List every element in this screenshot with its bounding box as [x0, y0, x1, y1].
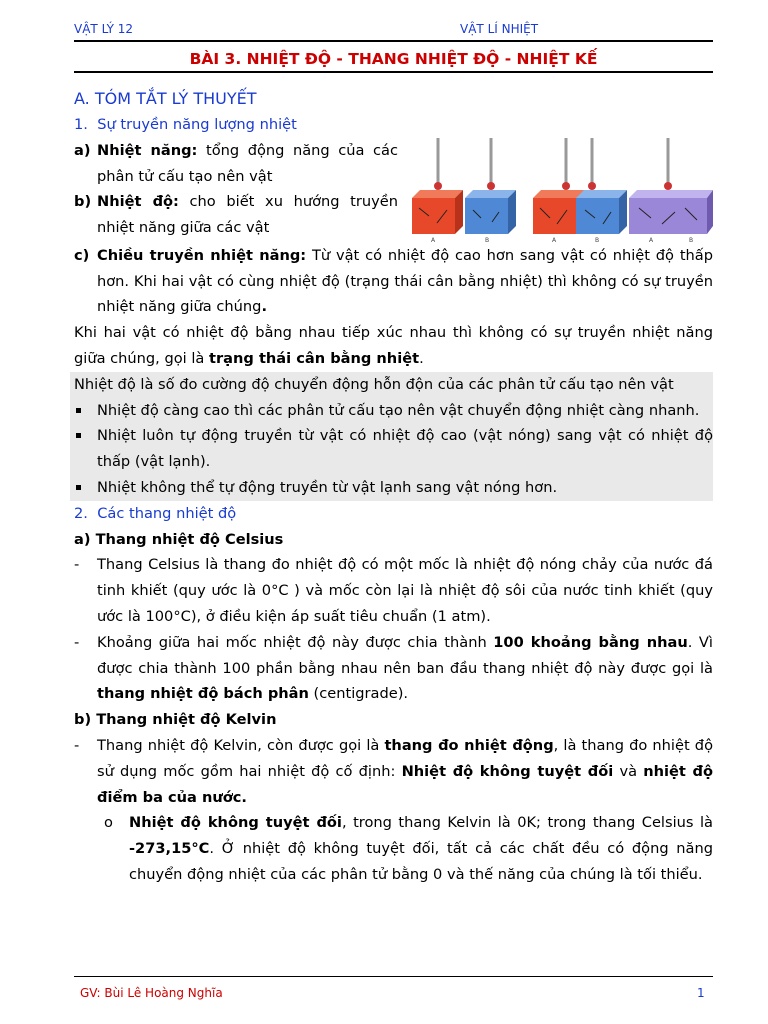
header-subject: VẬT LÝ 12 [74, 22, 134, 36]
figure-label: A [431, 236, 436, 243]
item-b-label: b) [74, 193, 92, 211]
bullet-icon [76, 408, 81, 413]
subsection-2 [74, 501, 713, 527]
item-a-term: Nhiệt năng: [97, 141, 198, 159]
item-c-term: Chiều truyền nhiệt năng: [97, 246, 307, 264]
equilibrium-end: . [419, 349, 424, 367]
dash: - [74, 633, 80, 651]
item-c-end: . [261, 298, 267, 316]
subsection-2-number: 2. [74, 504, 88, 522]
mixed-block [629, 190, 713, 234]
item-c [74, 243, 713, 320]
item-b-text: cho biết xu hướng truyền nhiệt năng giữa các vật [97, 193, 399, 237]
kelvin-subitem: o Nhiệt độ không tuyệt đối, trong thang Kelvin là 0K; trong thang Celsius là ‑273,15°C. Ở nhiệt độ không tuyệt đối, tất cả các chất đều có động năng chuyển động nhiệt của các phân tử bằng 0 và thế năng của chúng là tối thiểu. [74, 810, 713, 887]
lesson-title: BÀI 3. NHIỆT ĐỘ - THANG NHIỆT ĐỘ - NHIỆT KẾ [189, 50, 598, 68]
celsius-item-text: Thang Celsius là thang đo nhiệt độ có một mốc là nhiệt độ nóng chảy của nước đá tinh khiết (quy ước là 0°C ) và mốc còn lại là nhiệt độ sôi của nước tinh khiết (quy ước là 100°C), ở điều kiện áp suất tiêu chuẩn (1 atm). [97, 556, 713, 625]
item-a-label: a) [74, 141, 91, 159]
item-c-text: Từ vật có nhiệt độ cao hơn sang vật có nhiệt độ thấp hơn. Khi hai vật có cùng nhiệt độ (trạng thái cân bằng nhiệt) thì không có sự truyền nhiệt năng giữa chúng [97, 246, 713, 316]
celsius-item [74, 552, 713, 629]
bullet-icon [76, 433, 81, 438]
figure-label: A [552, 236, 557, 243]
footer-rule [74, 976, 713, 977]
item-b [74, 189, 398, 241]
subsection-1-number: 1. [74, 116, 88, 133]
equilibrium-text: Khi hai vật có nhiệt độ bằng nhau tiếp xúc nhau thì không có sự truyền nhiệt năng giữa chúng, gọi là [74, 324, 713, 367]
cold-block [465, 190, 516, 234]
highlight-item [74, 475, 713, 501]
figure-label: A [649, 236, 654, 243]
highlight-item-text: Nhiệt luôn tự động truyền từ vật có nhiệt độ cao (vật nóng) sang vật có nhiệt độ thấp (vật lạnh). [97, 427, 713, 471]
celsius-heading: a) Thang nhiệt độ Celsius [74, 530, 284, 548]
highlight-item-text: Nhiệt không thể tự động truyền từ vật lạnh sang vật nóng hơn. [97, 478, 558, 496]
subsection-1-title: Sự truyền năng lượng nhiệt [97, 116, 297, 133]
bullet-icon [76, 485, 81, 490]
hot-block [412, 190, 463, 234]
highlight-line: Nhiệt độ là số đo cường độ chuyển động hỗn độn của các phân tử cấu tạo nên vật [74, 375, 674, 393]
kelvin-heading: b) Thang nhiệt độ Kelvin [74, 711, 277, 729]
dash: - [74, 556, 80, 574]
item-c-label: c) [74, 246, 90, 264]
item-b-term: Nhiệt độ: [97, 193, 179, 211]
circle-bullet-icon: o [104, 814, 113, 832]
celsius-item: - Khoảng giữa hai mốc nhiệt độ này được chia thành 100 khoảng bằng nhau. Vì được chia thành 100 phần bằng nhau nên ban đầu thang nhiệt độ này được gọi là thang nhiệt độ bách phân (centigrade). [74, 630, 713, 707]
figure-label: B [595, 236, 600, 243]
highlight-item [74, 423, 713, 475]
highlight-item [74, 398, 713, 424]
highlight-item-text: Nhiệt độ càng cao thì các phân tử cấu tạo nên vật chuyển động nhiệt càng nhanh. [97, 401, 700, 419]
figure-label: B [689, 236, 694, 243]
highlight-box [70, 372, 713, 501]
intro-with-figure [74, 138, 713, 243]
item-a [74, 138, 398, 190]
thermometer-icon [434, 138, 672, 190]
thermal-equilibrium-figure [407, 138, 713, 243]
cold-block [576, 190, 627, 234]
footer-author: GV: Bùi Lê Hoàng Nghĩa [80, 986, 223, 1000]
kelvin-item: - Thang nhiệt độ Kelvin, còn được gọi là thang đo nhiệt động, là thang đo nhiệt độ sử dụng mốc gồm hai nhiệt độ cố định: Nhiệt độ không tuyệt đối và nhiệt độ điểm ba của nước. [74, 733, 713, 810]
section-a-heading: A. TÓM TẮT LÝ THUYẾT [74, 89, 257, 108]
header-rule [74, 40, 713, 42]
page-header [74, 22, 712, 40]
header-topic: VẬT LÍ NHIỆT [460, 22, 539, 36]
title-rule [74, 71, 713, 73]
subsection-2-title: Các thang nhiệt độ [97, 504, 237, 522]
item-a-text: tổng động năng của các phân tử cấu tạo nên vật [97, 141, 398, 185]
page-number: 1 [697, 986, 705, 1000]
figure-label: B [485, 236, 490, 243]
dash: - [74, 736, 80, 754]
content [74, 86, 713, 888]
equilibrium-paragraph [74, 320, 713, 372]
equilibrium-term: trạng thái cân bằng nhiệt [209, 349, 420, 367]
subsection-1 [74, 112, 713, 138]
